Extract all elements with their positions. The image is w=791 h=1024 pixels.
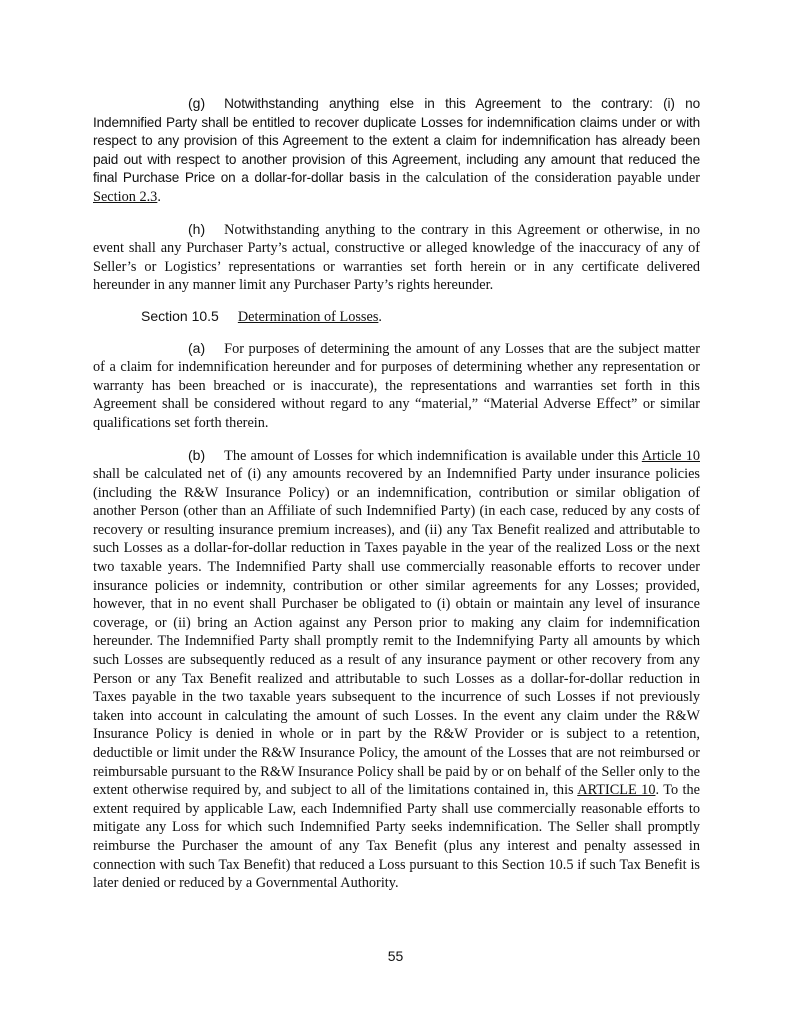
paragraph-g-text-continued: in the calculation of the consideration payable under xyxy=(380,170,700,187)
section-title-end: . xyxy=(378,308,382,325)
paragraph-b-text: The amount of Losses for which indemnification is available under this xyxy=(224,447,642,464)
paragraph-b xyxy=(93,446,700,893)
paragraph-h-text: Notwithstanding anything to the contrary in this Agreement or otherwise, in no event shall any Purchaser Party’s actual, constructive or alleged knowledge of the inaccuracy of any of Seller’s or Logistics’ representations or warranties set forth herein or in any certificate delivered hereunder in any manner limit any Purchaser Party’s rights hereunder. xyxy=(93,221,700,294)
paragraph-g-text: Notwithstanding anything else in this Agreement to the contrary: (i) no Indemnified Party shall be entitled to recover duplicate Losses for indemnification claims under or with respect to any provision of this Agreement to the extent a claim for indemnification has already been paid out with respect to another provision of this Agreement, including any amount that reduced the final Purchase Price on a dollar-for-dollar basis xyxy=(93,96,700,186)
paragraph-a-label: (a) xyxy=(188,339,206,356)
article-10-caps-link[interactable]: ARTICLE 10 xyxy=(577,782,656,799)
paragraph-h-label: (h) xyxy=(188,220,206,237)
paragraph-b-label: (b) xyxy=(188,446,206,463)
paragraph-g-end: . xyxy=(157,188,161,205)
paragraph-b-text-end: . To the extent required by applicable Law, each Indemnified Party shall use commercially reasonable efforts to mitigate any Loss for which such Indemnified Party seeks indemnification. The Seller shall promptly reimburse the Purchaser the amount of any Tax Benefit (plus any interest and penalty assessed in connection with such Tax Benefit) that reduced a Loss pursuant to this Section 10.5 if such Tax Benefit is later denied or reduced by a Governmental Authority. xyxy=(93,782,700,892)
page-number: 55 xyxy=(387,948,404,964)
section-heading xyxy=(141,307,700,327)
paragraph-b-text-continued: shall be calculated net of (i) any amounts recovered by an Indemnified Party under insurance policies (including the R&W Insurance Policy) or an indemnification, contribution or similar obligation of another Person (other than an Affiliate of such Indemnified Party) (in each case, reduced by any costs of recovery or resulting insurance premium increases), and (ii) any Tax Benefit realized and attributable to such Losses as a dollar-for-dollar reduction in Taxes payable in the year of the realized Loss or the next two taxable years. The Indemnified Party shall use commercially reasonable efforts to recover under insurance policies or indemnity, contribution or other similar agreements for any Losses; provided, however, that in no event shall Purchaser be obligated to (i) obtain or maintain any level of insurance coverage, or (ii) bring an Action against any Person prior to making any claim for indemnification hereunder. The Indemnified Party shall promptly remit to the Indemnifying Party all amounts by which such Losses are subsequently reduced as a result of any insurance payment or other recovery from any Person or any Tax Benefit realized and attributable to such Losses as a dollar-for-dollar reduction in Taxes payable in the two taxable years subsequent to the incurrence of such Losses if not previously taken into account in calculating the amount of such Losses. In the event any claim under the R&W Insurance Policy is denied in whole or in part by the R&W Provider or is subject to a retention, deductible or limit under the R&W Insurance Policy, the amount of the Losses that are not reimbursed or reimbursable pursuant to the R&W Insurance Policy shall be paid by or on behalf of the Seller only to the extent otherwise required by, and subject to all of the limitations contained in, this xyxy=(93,466,700,799)
article-10-link[interactable]: Article 10 xyxy=(641,447,700,464)
paragraph-g xyxy=(93,94,700,207)
paragraph-g-label: (g) xyxy=(188,95,206,111)
section-title: Determination of Losses xyxy=(237,308,379,325)
paragraph-a xyxy=(93,339,700,433)
section-number: Section 10.5 xyxy=(141,307,219,324)
paragraph-a-text: For purposes of determining the amount of any Losses that are the subject matter of a claim for indemnification hereunder and for purposes of determining whether any representation or warranty has been breached or is inaccurate), the representations and warranties set forth in this Agreement shall be considered without regard to any “material,” “Material Adverse Effect” or similar qualifications set forth therein. xyxy=(93,340,700,431)
paragraph-h xyxy=(93,220,700,295)
section-2-3-link[interactable]: Section 2.3 xyxy=(93,188,158,205)
document-body xyxy=(93,94,700,893)
